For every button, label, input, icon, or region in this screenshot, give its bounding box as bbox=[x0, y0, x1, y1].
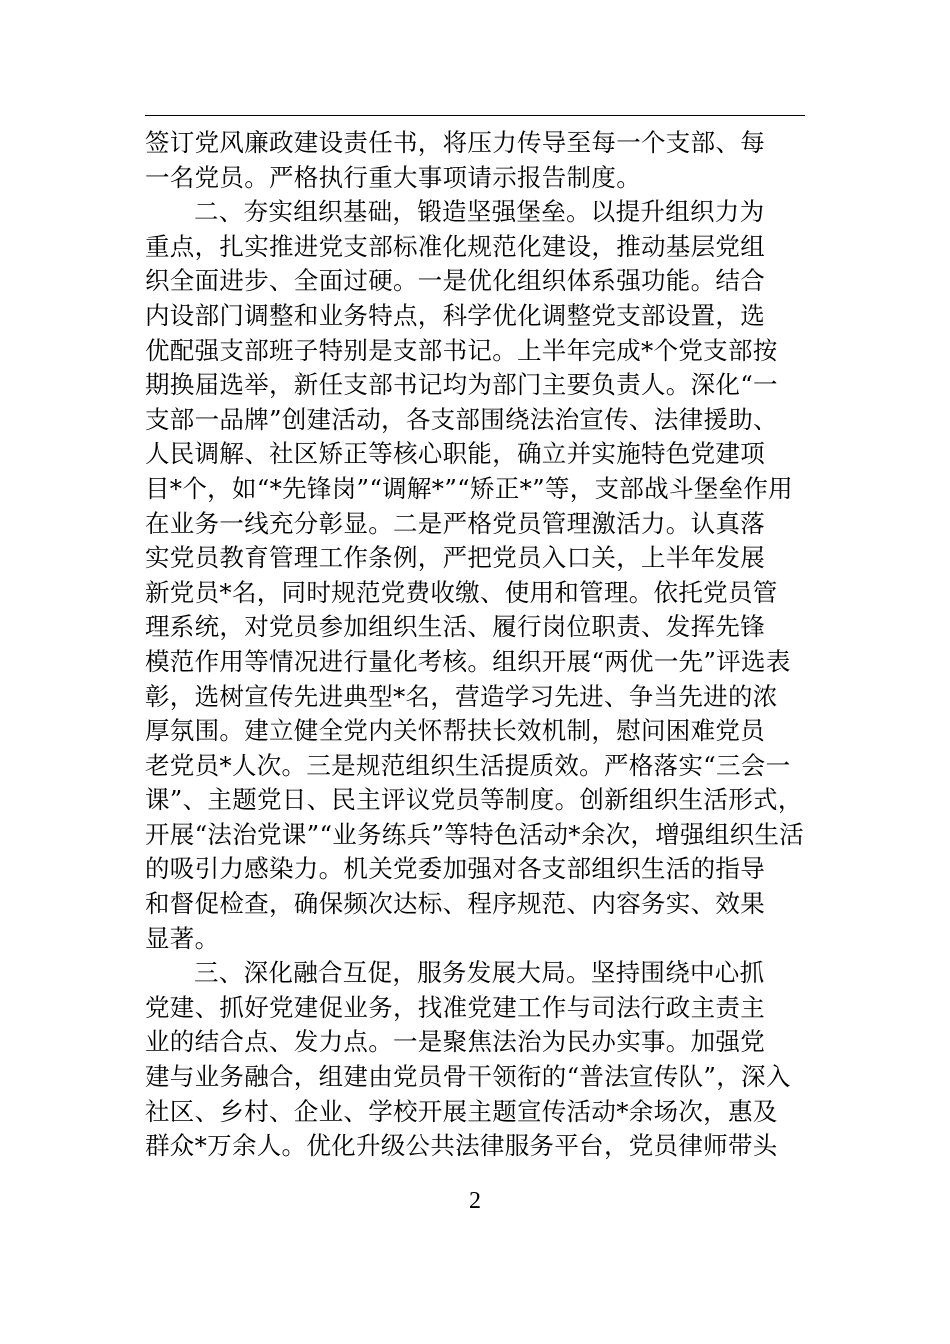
text-line: 期换届选举，新任支部书记均为部门主要负责人。深化“一 bbox=[145, 370, 778, 400]
text-line: 新党员*名，同时规范党费收缴、使用和管理。依托党员管 bbox=[145, 577, 778, 607]
section-heading-line: 三、深化融合互促，服务发展大局。坚持围绕中心抓 bbox=[194, 958, 765, 988]
text-line: 理系统，对党员参加组织生活、履行岗位职责、发挥先锋 bbox=[145, 612, 765, 642]
text-line: 群众*万余人。优化升级公共法律服务平台，党员律师带头 bbox=[145, 1131, 778, 1161]
text-line: 和督促检查，确保频次达标、程序规范、内容务实、效果 bbox=[145, 889, 765, 919]
text-line: 签订党风廉政建设责任书，将压力传导至每一个支部、每 bbox=[145, 128, 765, 157]
text-line: 建与业务融合，组建由党员骨干领衔的“普法宣传队”，深入 bbox=[145, 1062, 791, 1092]
text-line: 老党员*人次。三是规范组织生活提质效。严格落实“三会一 bbox=[145, 750, 791, 780]
text-line: 实党员教育管理工作条例，严把党员入口关，上半年发展 bbox=[145, 543, 765, 573]
text-line: 支部一品牌”创建活动，各支部围绕法治宣传、法律援助、 bbox=[145, 404, 778, 434]
text-line: 社区、乡村、企业、学校开展主题宣传活动*余场次，惠及 bbox=[145, 1096, 778, 1126]
text-line: 重点，扎实推进党支部标准化规范化建设，推动基层党组 bbox=[145, 231, 765, 261]
text-line: 的吸引力感染力。机关党委加强对各支部组织生活的指导 bbox=[145, 854, 765, 884]
text-line: 模范作用等情况进行量化考核。组织开展“两优一先”评选表 bbox=[145, 646, 791, 676]
text-line: 优配强支部班子特别是支部书记。上半年完成*个党支部按 bbox=[145, 335, 778, 365]
section-heading-line: 二、夯实组织基础，锻造坚强堡垒。以提升组织力为 bbox=[194, 197, 765, 227]
header-rule bbox=[145, 115, 805, 116]
text-line: 显著。 bbox=[145, 923, 220, 953]
text-line: 织全面进步、全面过硬。一是优化组织体系强功能。结合 bbox=[145, 266, 765, 296]
body-text bbox=[145, 126, 805, 1164]
text-line: 目*个，如“*先锋岗”“调解*”“矫正*”等，支部战斗堡垒作用 bbox=[145, 473, 793, 503]
text-line: 一名党员。严格执行重大事项请示报告制度。 bbox=[145, 162, 641, 192]
text-line: 业的结合点、发力点。一是聚焦法治为民办实事。加强党 bbox=[145, 1027, 765, 1057]
page-number: 2 bbox=[469, 1188, 481, 1214]
text-line: 党建、抓好党建促业务，找准党建工作与司法行政主责主 bbox=[145, 992, 765, 1022]
text-line: 彰，选树宣传先进典型*名，营造学习先进、争当先进的浓 bbox=[145, 681, 778, 711]
text-line: 在业务一线充分彰显。二是严格党员管理激活力。认真落 bbox=[145, 508, 765, 538]
text-line: 开展“法治党课”“业务练兵”等特色活动*余次，增强组织生活 bbox=[145, 819, 805, 849]
text-line: 人民调解、社区矫正等核心职能，确立并实施特色党建项 bbox=[145, 439, 765, 469]
text-line: 课”、主题党日、民主评议党员等制度。创新组织生活形式， bbox=[145, 785, 803, 815]
text-line: 内设部门调整和业务特点，科学优化调整党支部设置，选 bbox=[145, 300, 765, 330]
text-line: 厚氛围。建立健全党内关怀帮扶长效机制，慰问困难党员 bbox=[145, 716, 765, 746]
